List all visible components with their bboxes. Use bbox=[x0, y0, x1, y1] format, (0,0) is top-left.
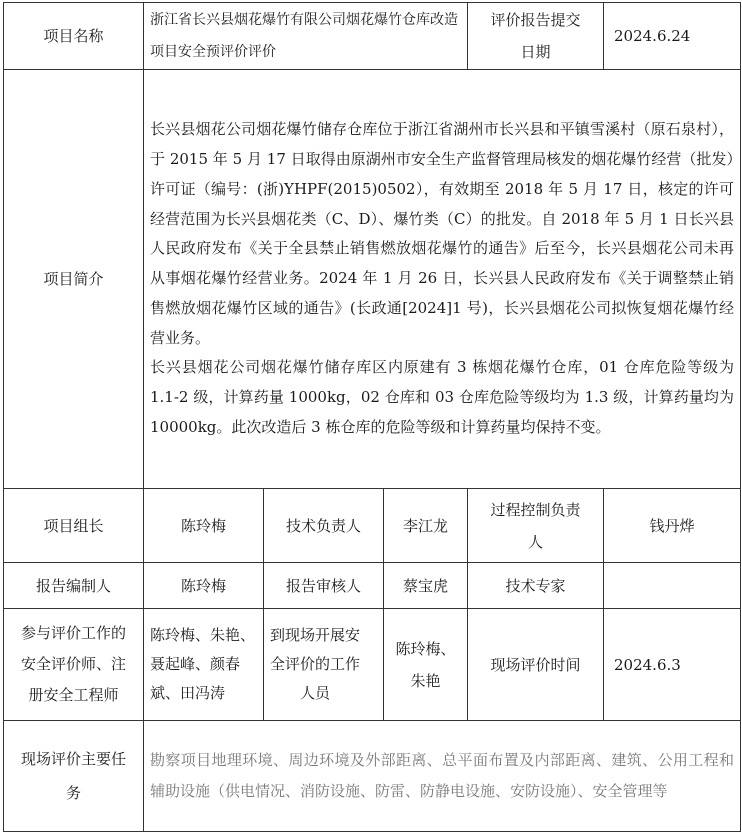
process-control-value: 钱丹烨 bbox=[604, 489, 741, 563]
assessors-label-line3: 册安全工程师 bbox=[28, 686, 119, 704]
row-assessors bbox=[4, 609, 741, 721]
assessors-value-line1: 陈玲梅、朱艳、 bbox=[150, 626, 256, 644]
row-leaders bbox=[4, 489, 741, 563]
project-name-label: 项目名称 bbox=[4, 3, 144, 70]
evaluation-info-table bbox=[3, 2, 741, 832]
process-control-label-line2: 人 bbox=[527, 532, 543, 551]
project-name-line2: 项目安全预评价评价 bbox=[150, 44, 276, 60]
onsite-staff-label-line1: 到现场开展安 bbox=[270, 626, 361, 644]
tech-lead-value: 李江龙 bbox=[384, 489, 468, 563]
row-authors bbox=[4, 563, 741, 609]
process-control-label-line1: 过程控制负责 bbox=[490, 500, 581, 519]
report-date-label bbox=[468, 3, 604, 70]
assessors-value bbox=[144, 609, 264, 721]
tasks-label-line1: 现场评价主要任 bbox=[20, 750, 126, 768]
onsite-time-label: 现场评价时间 bbox=[468, 609, 604, 721]
author-label: 报告编制人 bbox=[4, 563, 144, 609]
process-control-label bbox=[468, 489, 604, 563]
assessors-label-line2: 安全评价师、注 bbox=[20, 655, 126, 673]
assessors-label bbox=[4, 609, 144, 721]
expert-label: 技术专家 bbox=[468, 563, 604, 609]
project-name-line1: 浙江省长兴县烟花爆竹有限公司烟花爆竹仓库改造 bbox=[150, 12, 458, 28]
report-date-label-line2: 日期 bbox=[520, 43, 551, 61]
onsite-staff-label bbox=[264, 609, 384, 721]
onsite-time-value: 2024.6.3 bbox=[604, 609, 741, 721]
onsite-staff-label-line3: 人员 bbox=[300, 684, 331, 702]
row-tasks bbox=[4, 721, 741, 832]
row-summary bbox=[4, 70, 741, 489]
assessors-value-line2: 聂起峰、颜春 bbox=[150, 655, 241, 673]
leader-value: 陈玲梅 bbox=[144, 489, 264, 563]
project-name-value bbox=[144, 3, 468, 70]
summary-paragraph-2: 长兴县烟花公司烟花爆竹储存库区内原建有 3 栋烟花爆竹仓库，01 仓库危险等级为 1.1-2 级，计算药量 1000kg，02 仓库和 03 仓库危险等级均为 1.3 级，计算药量均为 10000kg。此次改造后 3 栋仓库的危险等级和计算药量均保持不变。 bbox=[150, 358, 734, 437]
assessors-value-line3: 斌、田冯涛 bbox=[150, 684, 226, 702]
report-date-value: 2024.6.24 bbox=[604, 3, 741, 70]
onsite-staff-value-line2: 朱艳 bbox=[410, 671, 441, 690]
summary-text bbox=[144, 70, 741, 489]
reviewer-label: 报告审核人 bbox=[264, 563, 384, 609]
onsite-staff-value bbox=[384, 609, 468, 721]
tasks-label bbox=[4, 721, 144, 832]
author-value: 陈玲梅 bbox=[144, 563, 264, 609]
summary-paragraph-1: 长兴县烟花公司烟花爆竹储存仓库位于浙江省湖州市长兴县和平镇雪溪村（原石泉村），于 2015 年 5 月 17 日取得由原湖州市安全生产监督管理局核发的烟花爆竹经营（批发）许可证（编号：(浙)YHPF(2015)0502），有效期至 2018 年 5 月 17 日，核定的许可经营范围为长兴县烟花类（C、D）、爆竹类（C）的批发。自 2018 年 5 月 1 日长兴县人民政府发布《关于全县禁止销售燃放烟花爆竹的通告》后至今，长兴县烟花公司未再从事烟花爆竹经营业务。2024 年 1 月 26 日，长兴县人民政府发布《关于调整禁止销售燃放烟花爆竹区域的通告》(长政通[2024]1 号)，长兴县烟花公司拟恢复烟花爆竹经营业务。 bbox=[150, 120, 734, 347]
tasks-label-line2: 务 bbox=[65, 784, 81, 802]
onsite-staff-value-line1: 陈玲梅、 bbox=[395, 639, 456, 658]
reviewer-value: 蔡宝虎 bbox=[384, 563, 468, 609]
assessors-label-line1: 参与评价工作的 bbox=[20, 624, 126, 642]
summary-label: 项目简介 bbox=[4, 70, 144, 489]
leader-label: 项目组长 bbox=[4, 489, 144, 563]
row-project-name bbox=[4, 3, 741, 70]
tasks-value: 勘察项目地理环境、周边环境及外部距离、总平面布置及内部距离、建筑、公用工程和辅助设施（供电情况、消防设施、防雷、防静电设施、安防设施）、安全管理等 bbox=[144, 721, 741, 832]
expert-value bbox=[604, 563, 741, 609]
tech-lead-label: 技术负责人 bbox=[264, 489, 384, 563]
onsite-staff-label-line2: 全评价的工作 bbox=[270, 655, 361, 673]
report-date-label-line1: 评价报告提交 bbox=[490, 11, 581, 29]
